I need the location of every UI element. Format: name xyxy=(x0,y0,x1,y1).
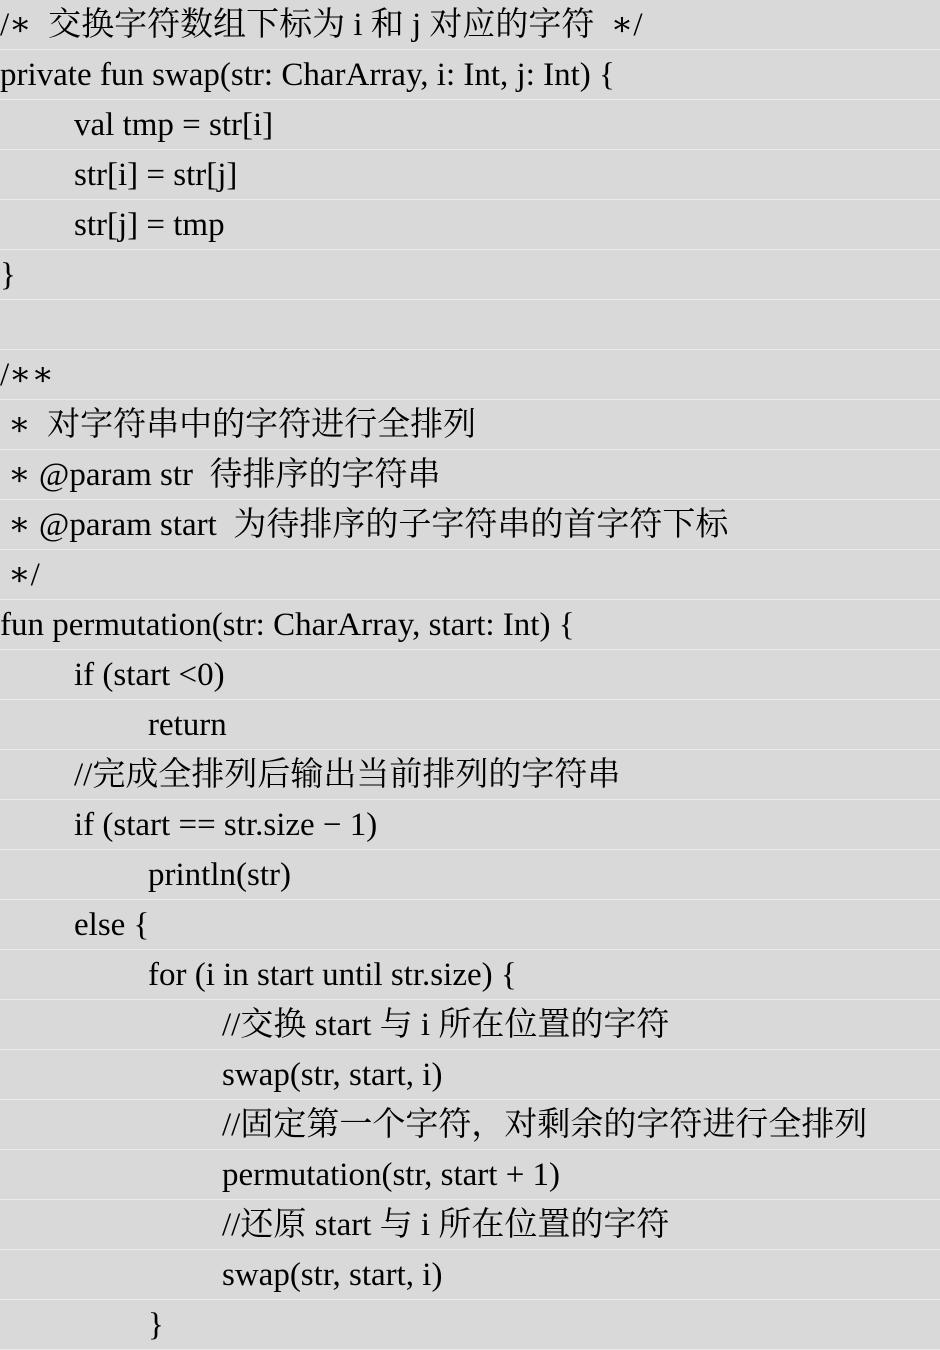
code-line: return xyxy=(0,700,940,750)
code-line: swap(str, start, i) xyxy=(0,1250,940,1300)
comment-line: /∗ 交换字符数组下标为 i 和 j 对应的字符 ∗/ xyxy=(0,0,940,50)
comment-line: ∗ 对字符串中的字符进行全排列 xyxy=(0,400,940,450)
comment-line: //完成全排列后输出当前排列的字符串 xyxy=(0,750,940,800)
comment-line: /∗∗ xyxy=(0,350,940,400)
code-line: permutation(str, start + 1) xyxy=(0,1150,940,1200)
comment-line: ∗/ xyxy=(0,550,940,600)
code-line: if (start <0) xyxy=(0,650,940,700)
function-signature-line: private fun swap(str: CharArray, i: Int, j: Int) { xyxy=(0,50,940,100)
code-line: if (start == str.size − 1) xyxy=(0,800,940,850)
comment-line: ∗ @param start 为待排序的子字符串的首字符下标 xyxy=(0,500,940,550)
code-line: swap(str, start, i) xyxy=(0,1050,940,1100)
code-line: str[j] = tmp xyxy=(0,200,940,250)
code-line: else { xyxy=(0,900,940,950)
code-line: for (i in start until str.size) { xyxy=(0,950,940,1000)
comment-line: //还原 start 与 i 所在位置的字符 xyxy=(0,1200,940,1250)
code-line: println(str) xyxy=(0,850,940,900)
code-line: } xyxy=(0,250,940,300)
comment-line: //交换 start 与 i 所在位置的字符 xyxy=(0,1000,940,1050)
blank-line xyxy=(0,300,940,350)
comment-line: //固定第一个字符，对剩余的字符进行全排列 xyxy=(0,1100,940,1150)
comment-line: ∗ @param str 待排序的字符串 xyxy=(0,450,940,500)
function-signature-line: fun permutation(str: CharArray, start: Int) { xyxy=(0,600,940,650)
code-line: str[i] = str[j] xyxy=(0,150,940,200)
code-line: val tmp = str[i] xyxy=(0,100,940,150)
code-line: } xyxy=(0,1300,940,1350)
